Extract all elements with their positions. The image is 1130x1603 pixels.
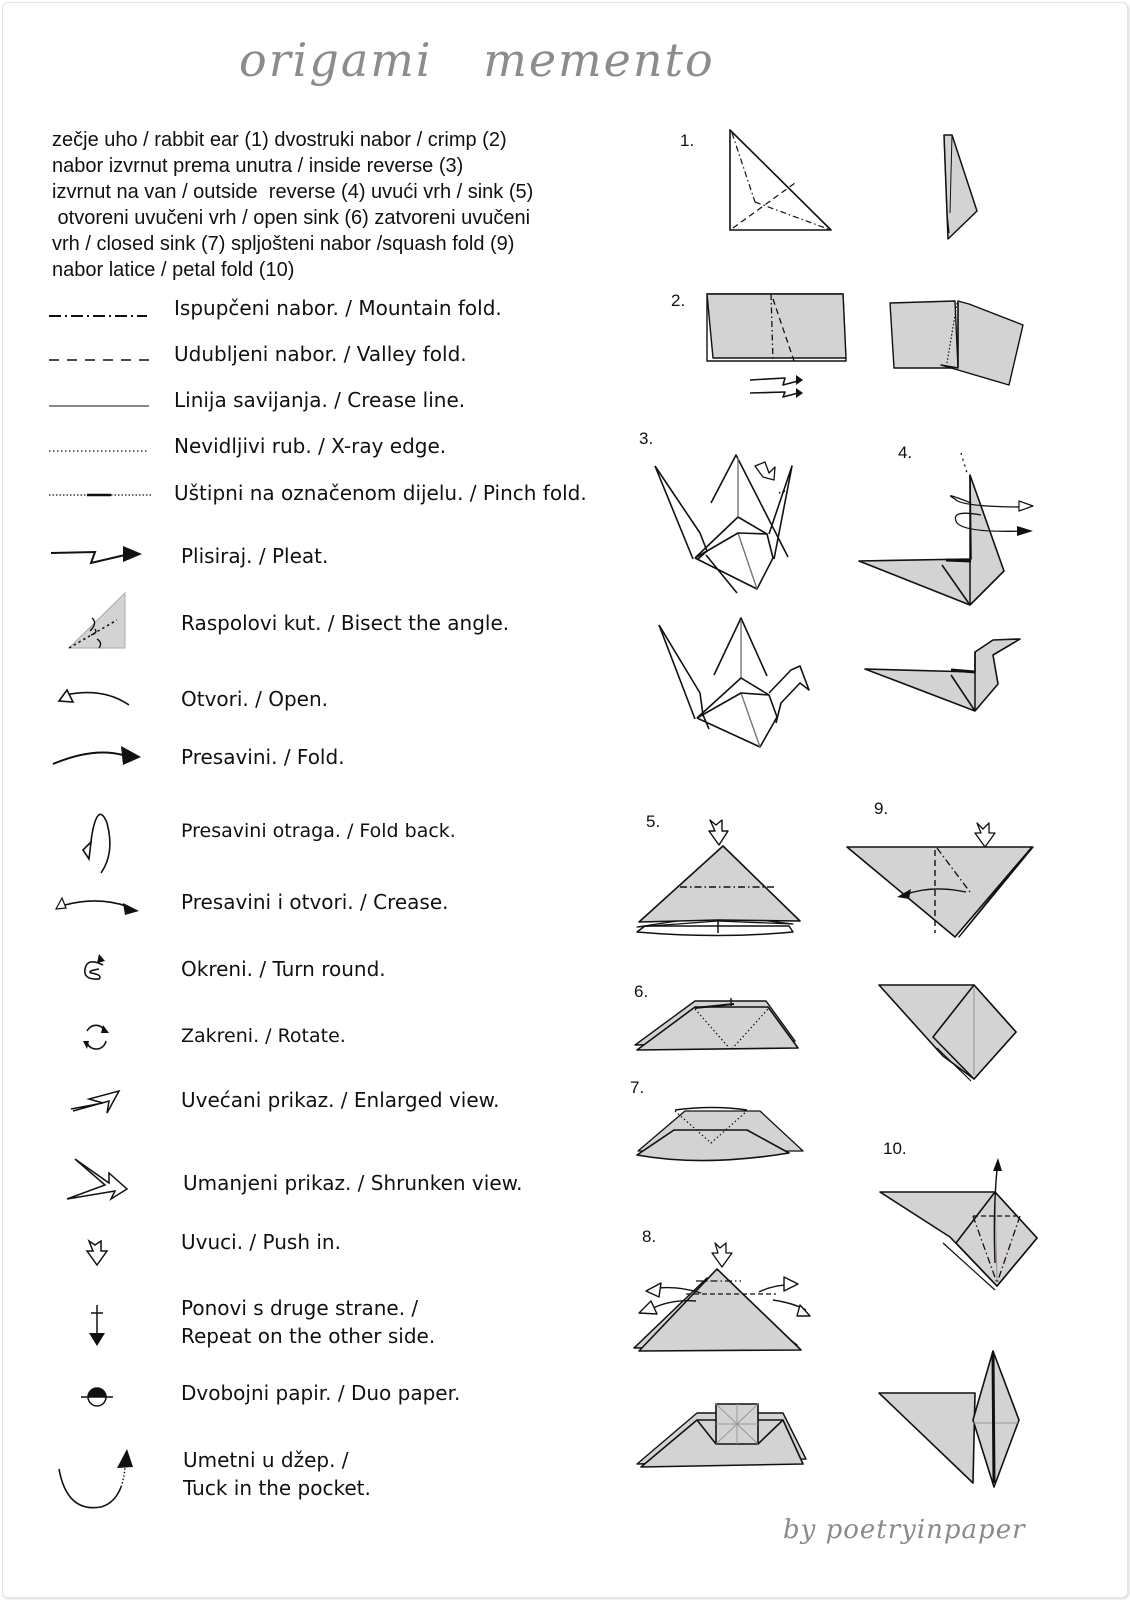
page-title: origami memento	[239, 33, 715, 87]
diagram-sink	[637, 820, 800, 936]
diagram-petal-fold-before	[880, 1158, 1037, 1290]
glossary-line: otvoreni uvučeni vrh / open sink (6) zatvoreni uvučeni	[52, 207, 531, 229]
diagram-sink-unfolded	[637, 1404, 806, 1467]
diagram-closed-sink	[637, 1108, 803, 1161]
glossary-line: vrh / closed sink (7) spljošteni nabor /squash fold (9)	[52, 233, 515, 255]
diagram-open-sink	[635, 998, 798, 1050]
legend-label-fold: Presavini. / Fold.	[181, 745, 345, 769]
legend-label-valley-fold: Udubljeni nabor. / Valley fold.	[174, 342, 467, 366]
legend-label-enlarged-view: Uvećani prikaz. / Enlarged view.	[181, 1088, 500, 1112]
legend-label-repeat-line1: Ponovi s druge strane. /	[181, 1296, 419, 1320]
diagram-outside-reverse-after	[865, 639, 1020, 711]
step-number-9: 9.	[874, 799, 889, 818]
fold-diagrams	[3, 3, 1130, 1603]
legend-label-pleat: Plisiraj. / Pleat.	[181, 544, 329, 568]
step-number-8: 8.	[642, 1227, 657, 1246]
step-number-1: 1.	[680, 131, 695, 150]
step-number-4: 4.	[898, 443, 913, 462]
diagram-inside-reverse-before	[655, 455, 792, 593]
step-number-5: 5.	[646, 812, 661, 831]
step-number-6: 6.	[634, 982, 649, 1001]
diagram-crimp-before	[707, 294, 846, 398]
legend-label-tuck-line2: Tuck in the pocket.	[183, 1476, 371, 1500]
legend-label-mountain-fold: Ispupčeni nabor. / Mountain fold.	[174, 296, 502, 320]
glossary-line: nabor izvrnut prema unutra / inside reverse (3)	[52, 155, 464, 177]
legend-label-tuck-line1: Umetni u džep. /	[183, 1448, 349, 1472]
glossary-line: zečje uho / rabbit ear (1) dvostruki nabor / crimp (2)	[52, 129, 507, 151]
page-sheet	[2, 2, 1128, 1598]
legend-label-crease-line: Linija savijanja. / Crease line.	[174, 388, 466, 412]
legend-label-repeat-line2: Repeat on the other side.	[181, 1324, 436, 1348]
diagram-crimp-after	[890, 301, 1023, 385]
legend-label-fold-back: Presavini otraga. / Fold back.	[181, 820, 456, 842]
step-number-10: 10.	[883, 1139, 907, 1158]
legend-label-rotate: Zakreni. / Rotate.	[181, 1025, 346, 1047]
glossary-line: izvrnut na van / outside reverse (4) uvući vrh / sink (5)	[52, 181, 534, 203]
diagram-petal-fold-after	[879, 1351, 1019, 1487]
legend-label-push-in: Uvuci. / Push in.	[181, 1230, 341, 1254]
author-credit: by poetryinpaper	[783, 1515, 1026, 1545]
diagram-squash-fold-before	[847, 823, 1033, 939]
diagram-outside-reverse-before	[859, 453, 1033, 605]
legend-label-crease: Presavini i otvori. / Crease.	[181, 890, 449, 914]
diagram-inside-reverse-after	[659, 618, 809, 747]
step-number-2: 2.	[671, 291, 686, 310]
legend-label-bisect-angle: Raspolovi kut. / Bisect the angle.	[181, 611, 510, 635]
legend-label-shrunken-view: Umanjeni prikaz. / Shrunken view.	[183, 1171, 523, 1195]
step-number-7: 7.	[630, 1078, 645, 1097]
legend-label-x-ray-edge: Nevidljivi rub. / X-ray edge.	[174, 434, 447, 458]
diagram-sink-open-arrows	[634, 1243, 810, 1351]
legend-label-pinch-fold: Uštipni na označenom dijelu. / Pinch fold.	[174, 481, 587, 505]
step-number-3: 3.	[639, 429, 654, 448]
diagram-rabbit-ear-before	[730, 130, 831, 230]
legend-label-duo-paper: Dvobojni papir. / Duo paper.	[181, 1381, 461, 1405]
glossary-line: nabor latice / petal fold (10)	[52, 259, 295, 281]
diagram-rabbit-ear-after	[944, 135, 977, 239]
diagram-squash-fold-after	[879, 985, 1016, 1081]
legend-label-open: Otvori. / Open.	[181, 687, 329, 711]
legend-label-turn-round: Okreni. / Turn round.	[181, 957, 386, 981]
